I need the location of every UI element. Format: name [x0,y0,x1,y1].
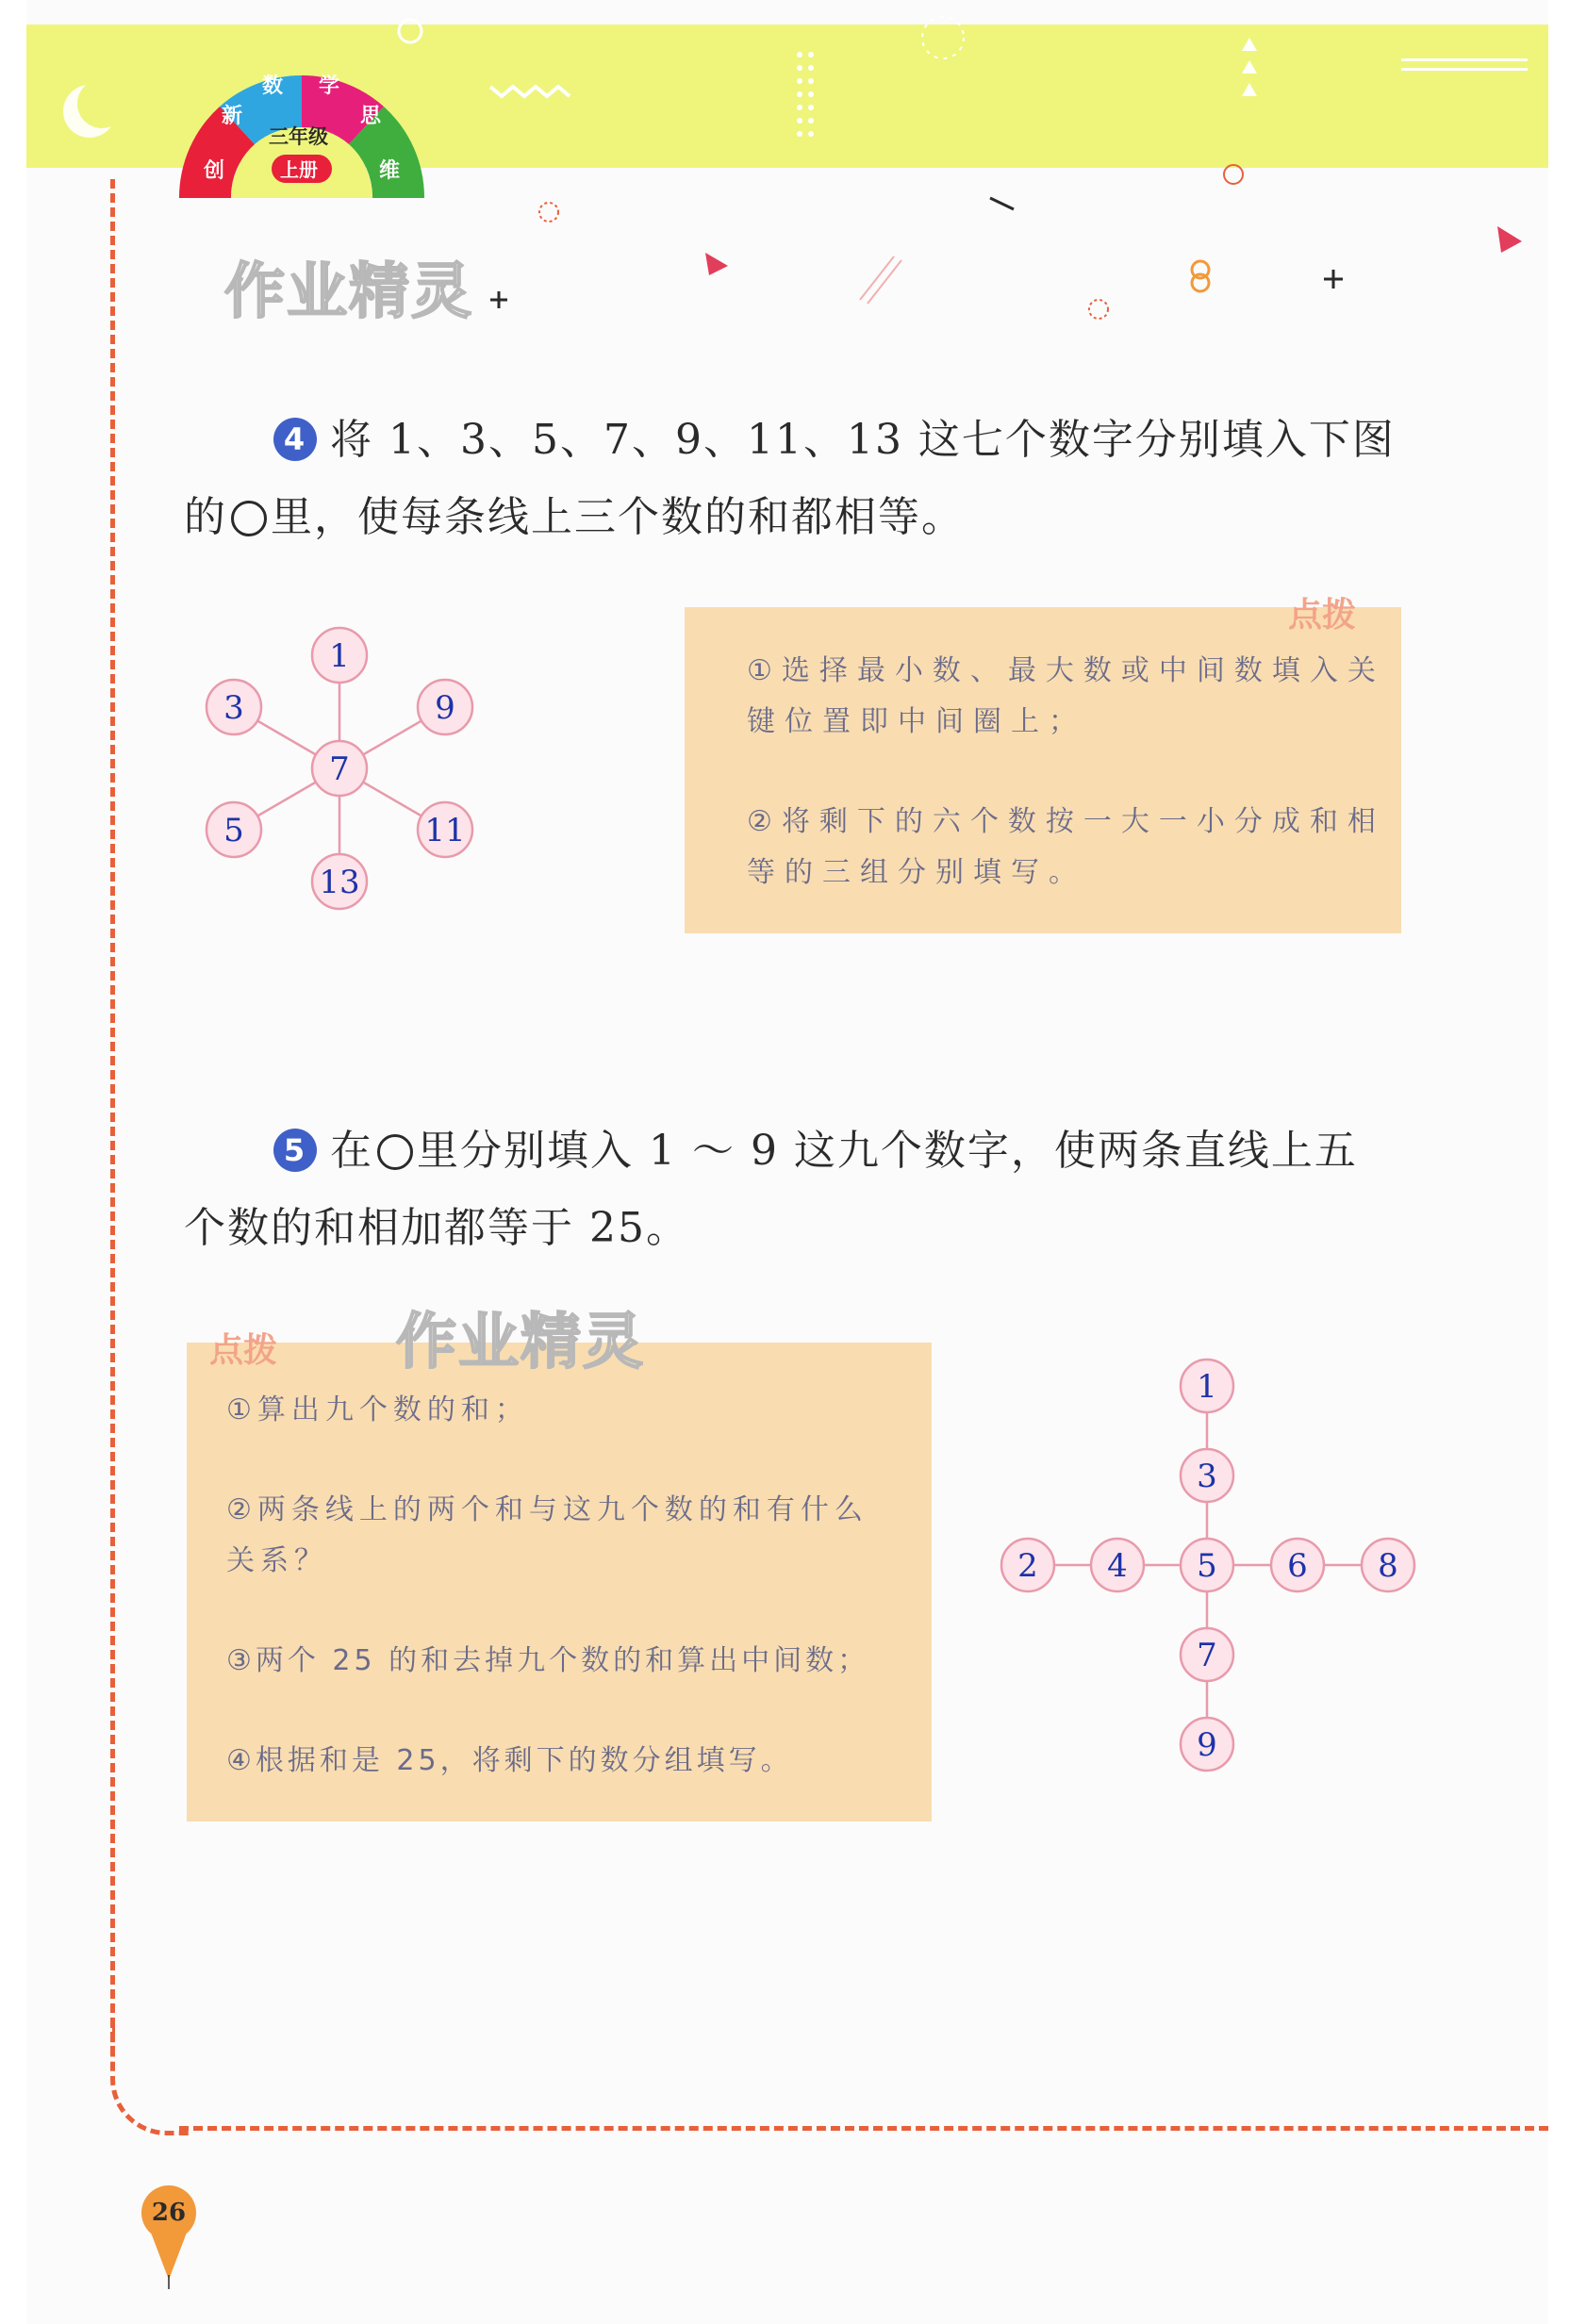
diagram-number: 5 [223,812,244,849]
watermark: 作业精灵 [396,1308,645,1377]
dashed-border-bottom [179,2126,1548,2131]
diagram-number: 3 [1197,1458,1217,1495]
ring-icon [539,203,558,222]
badge-char: 数 [262,74,284,98]
plus-icon [1324,270,1343,288]
circle-symbol-icon [377,1134,413,1170]
question-number-badge: 4 [273,418,317,461]
diagram-number: 7 [329,750,350,788]
badge-volume: 上册 [280,158,318,181]
diagram-number: 1 [1197,1368,1217,1406]
hint-title: 点拨 [1288,596,1357,635]
dot-row-icon [1401,58,1528,71]
hint-line: 等的三组分别填写。 [747,856,1086,889]
slash-icon [868,260,901,304]
question-5-text [184,1113,1414,1267]
question-number-badge: 5 [273,1129,317,1172]
question-4-line1: 将 1、3、5、7、9、11、13 这七个数字分别填入下图 [330,416,1396,464]
crescent-icon [63,79,126,138]
diagram-number: 9 [1197,1726,1217,1764]
hint-line: ④根据和是 25，将剩下的数分组填写。 [226,1744,793,1777]
plus-icon [490,291,507,308]
diagram-number: 7 [1197,1637,1217,1674]
diagram-number: 9 [435,689,455,727]
diagram-number: 8 [1378,1547,1398,1585]
diagram-number: 2 [1017,1547,1038,1585]
triangle-icon [705,253,728,275]
ring-icon [1089,300,1108,319]
triangle-stack-icon [1242,38,1257,96]
page-number: 26 [141,2185,196,2240]
ring-icon [922,17,964,58]
triangle-icon [1497,226,1522,253]
question-4-line2b: 里，使每条线上三个数的和都相等。 [271,493,965,541]
hint-line: 键位置即中间圈上； [747,705,1086,738]
question-4-line2a: 的 [184,493,227,541]
question-5-line1b: 里分别填入 1 ～ 9 这九个数字，使两条直线上五 [417,1127,1358,1175]
question-5-line2: 个数的和相加都等于 25。 [184,1204,689,1252]
hint-line: ①算出九个数的和； [226,1393,529,1426]
diagram-number: 4 [1107,1547,1128,1585]
diagram-number: 1 [329,637,350,675]
hint-line: ②两条线上的两个和与这九个数的和有什么 [226,1493,868,1526]
diagram-number: 6 [1287,1547,1308,1585]
diagram-number: 13 [319,864,360,901]
slash-icon [990,198,1014,209]
dot-grid-icon [797,52,814,137]
question-5-line1a: 在 [330,1127,373,1175]
question-4-text [184,402,1414,556]
badge-char: 维 [379,158,401,183]
badge-char: 思 [360,104,382,128]
ring-icon [399,20,422,42]
q4-star-diagram [189,613,490,915]
hint-title: 点拨 [209,1331,278,1370]
badge-char: 新 [222,104,243,128]
badge-grade: 三年级 [269,125,328,148]
hint-line: ③两个 25 的和去掉九个数的和算出中间数； [226,1644,870,1677]
diagram-number: 11 [424,812,466,849]
hint-line: 关系？ [226,1544,328,1577]
slash-icon [860,256,894,300]
watermark: 作业精灵 [224,257,473,327]
q5-cross-diagram [981,1329,1433,1782]
series-badge [179,57,424,207]
diagram-number: 3 [223,689,244,727]
wave-icon [490,87,570,96]
dashed-border-left [110,179,115,2055]
diagram-number: 5 [1197,1547,1217,1585]
badge-char: 创 [204,158,225,183]
hint-line: ①选择最小数、最大数或中间数填入关 [747,654,1385,687]
badge-char: 学 [319,74,340,98]
ring-icon [1224,165,1243,184]
hint-line: ②将剩下的六个数按一大一小分成和相 [747,805,1385,838]
circle-symbol-icon [231,501,267,536]
